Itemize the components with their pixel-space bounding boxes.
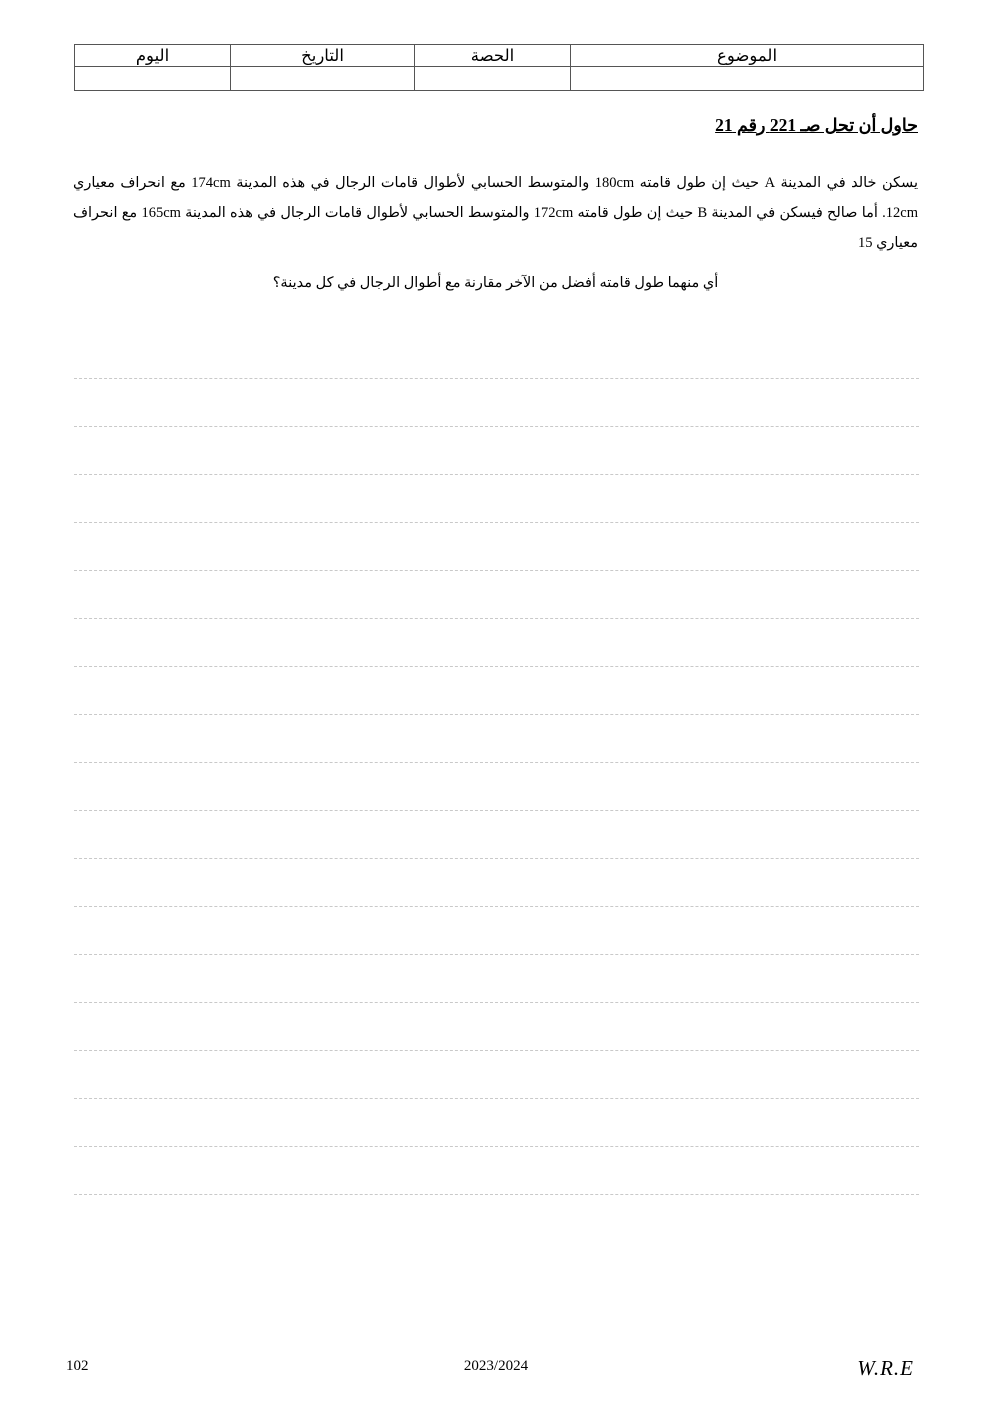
- cell-period[interactable]: [415, 67, 571, 91]
- answer-line[interactable]: [74, 618, 919, 619]
- lesson-header-table: [74, 44, 924, 91]
- footer-signature: W.R.E: [857, 1356, 914, 1380]
- column-header-day: اليوم: [75, 45, 231, 67]
- answer-line[interactable]: [74, 378, 919, 379]
- answer-line[interactable]: [74, 1050, 919, 1051]
- answer-area[interactable]: [74, 378, 919, 1242]
- table-header-row: [75, 45, 924, 67]
- answer-line[interactable]: [74, 1098, 919, 1099]
- column-header-subject: الموضوع: [571, 45, 924, 67]
- answer-line[interactable]: [74, 426, 919, 427]
- footer-page-number: 102: [66, 1358, 89, 1374]
- answer-line[interactable]: [74, 1146, 919, 1147]
- answer-line[interactable]: [74, 522, 919, 523]
- table-row: [75, 67, 924, 91]
- question-block: [73, 168, 918, 298]
- answer-line[interactable]: [74, 714, 919, 715]
- answer-line[interactable]: [74, 954, 919, 955]
- answer-line[interactable]: [74, 570, 919, 571]
- answer-line[interactable]: [74, 474, 919, 475]
- question-body: يسكن خالد في المدينة A حيث إن طول قامته 180cm والمتوسط الحسابي لأطوال قامات الرجال في هذه المدينة 174cm مع انحراف معياري 12cm. أما صالح فيسكن في المدينة B حيث إن طول قامته 172cm والمتوسط الحسابي لأطوال قامات الرجال في هذه المدينة 165cm مع انحراف معياري 15: [73, 175, 919, 251]
- answer-line[interactable]: [74, 810, 919, 811]
- question-prompt: أي منهما طول قامته أفضل من الآخر مقارنة مع أطوال الرجال في كل مدينة؟: [272, 275, 719, 291]
- column-header-date: التاريخ: [231, 45, 415, 67]
- footer-academic-year: 2023/2024: [463, 1358, 529, 1374]
- cell-subject[interactable]: [571, 67, 924, 91]
- answer-line[interactable]: [74, 906, 919, 907]
- cell-day[interactable]: [75, 67, 231, 91]
- answer-line[interactable]: [74, 1002, 919, 1003]
- column-header-period: الحصة: [415, 45, 571, 67]
- answer-line[interactable]: [74, 1194, 919, 1195]
- page-title: حاول أن تحل صـ 221 رقم 21: [715, 115, 918, 135]
- answer-line[interactable]: [74, 762, 919, 763]
- answer-line[interactable]: [74, 858, 919, 859]
- answer-line[interactable]: [74, 666, 919, 667]
- cell-date[interactable]: [231, 67, 415, 91]
